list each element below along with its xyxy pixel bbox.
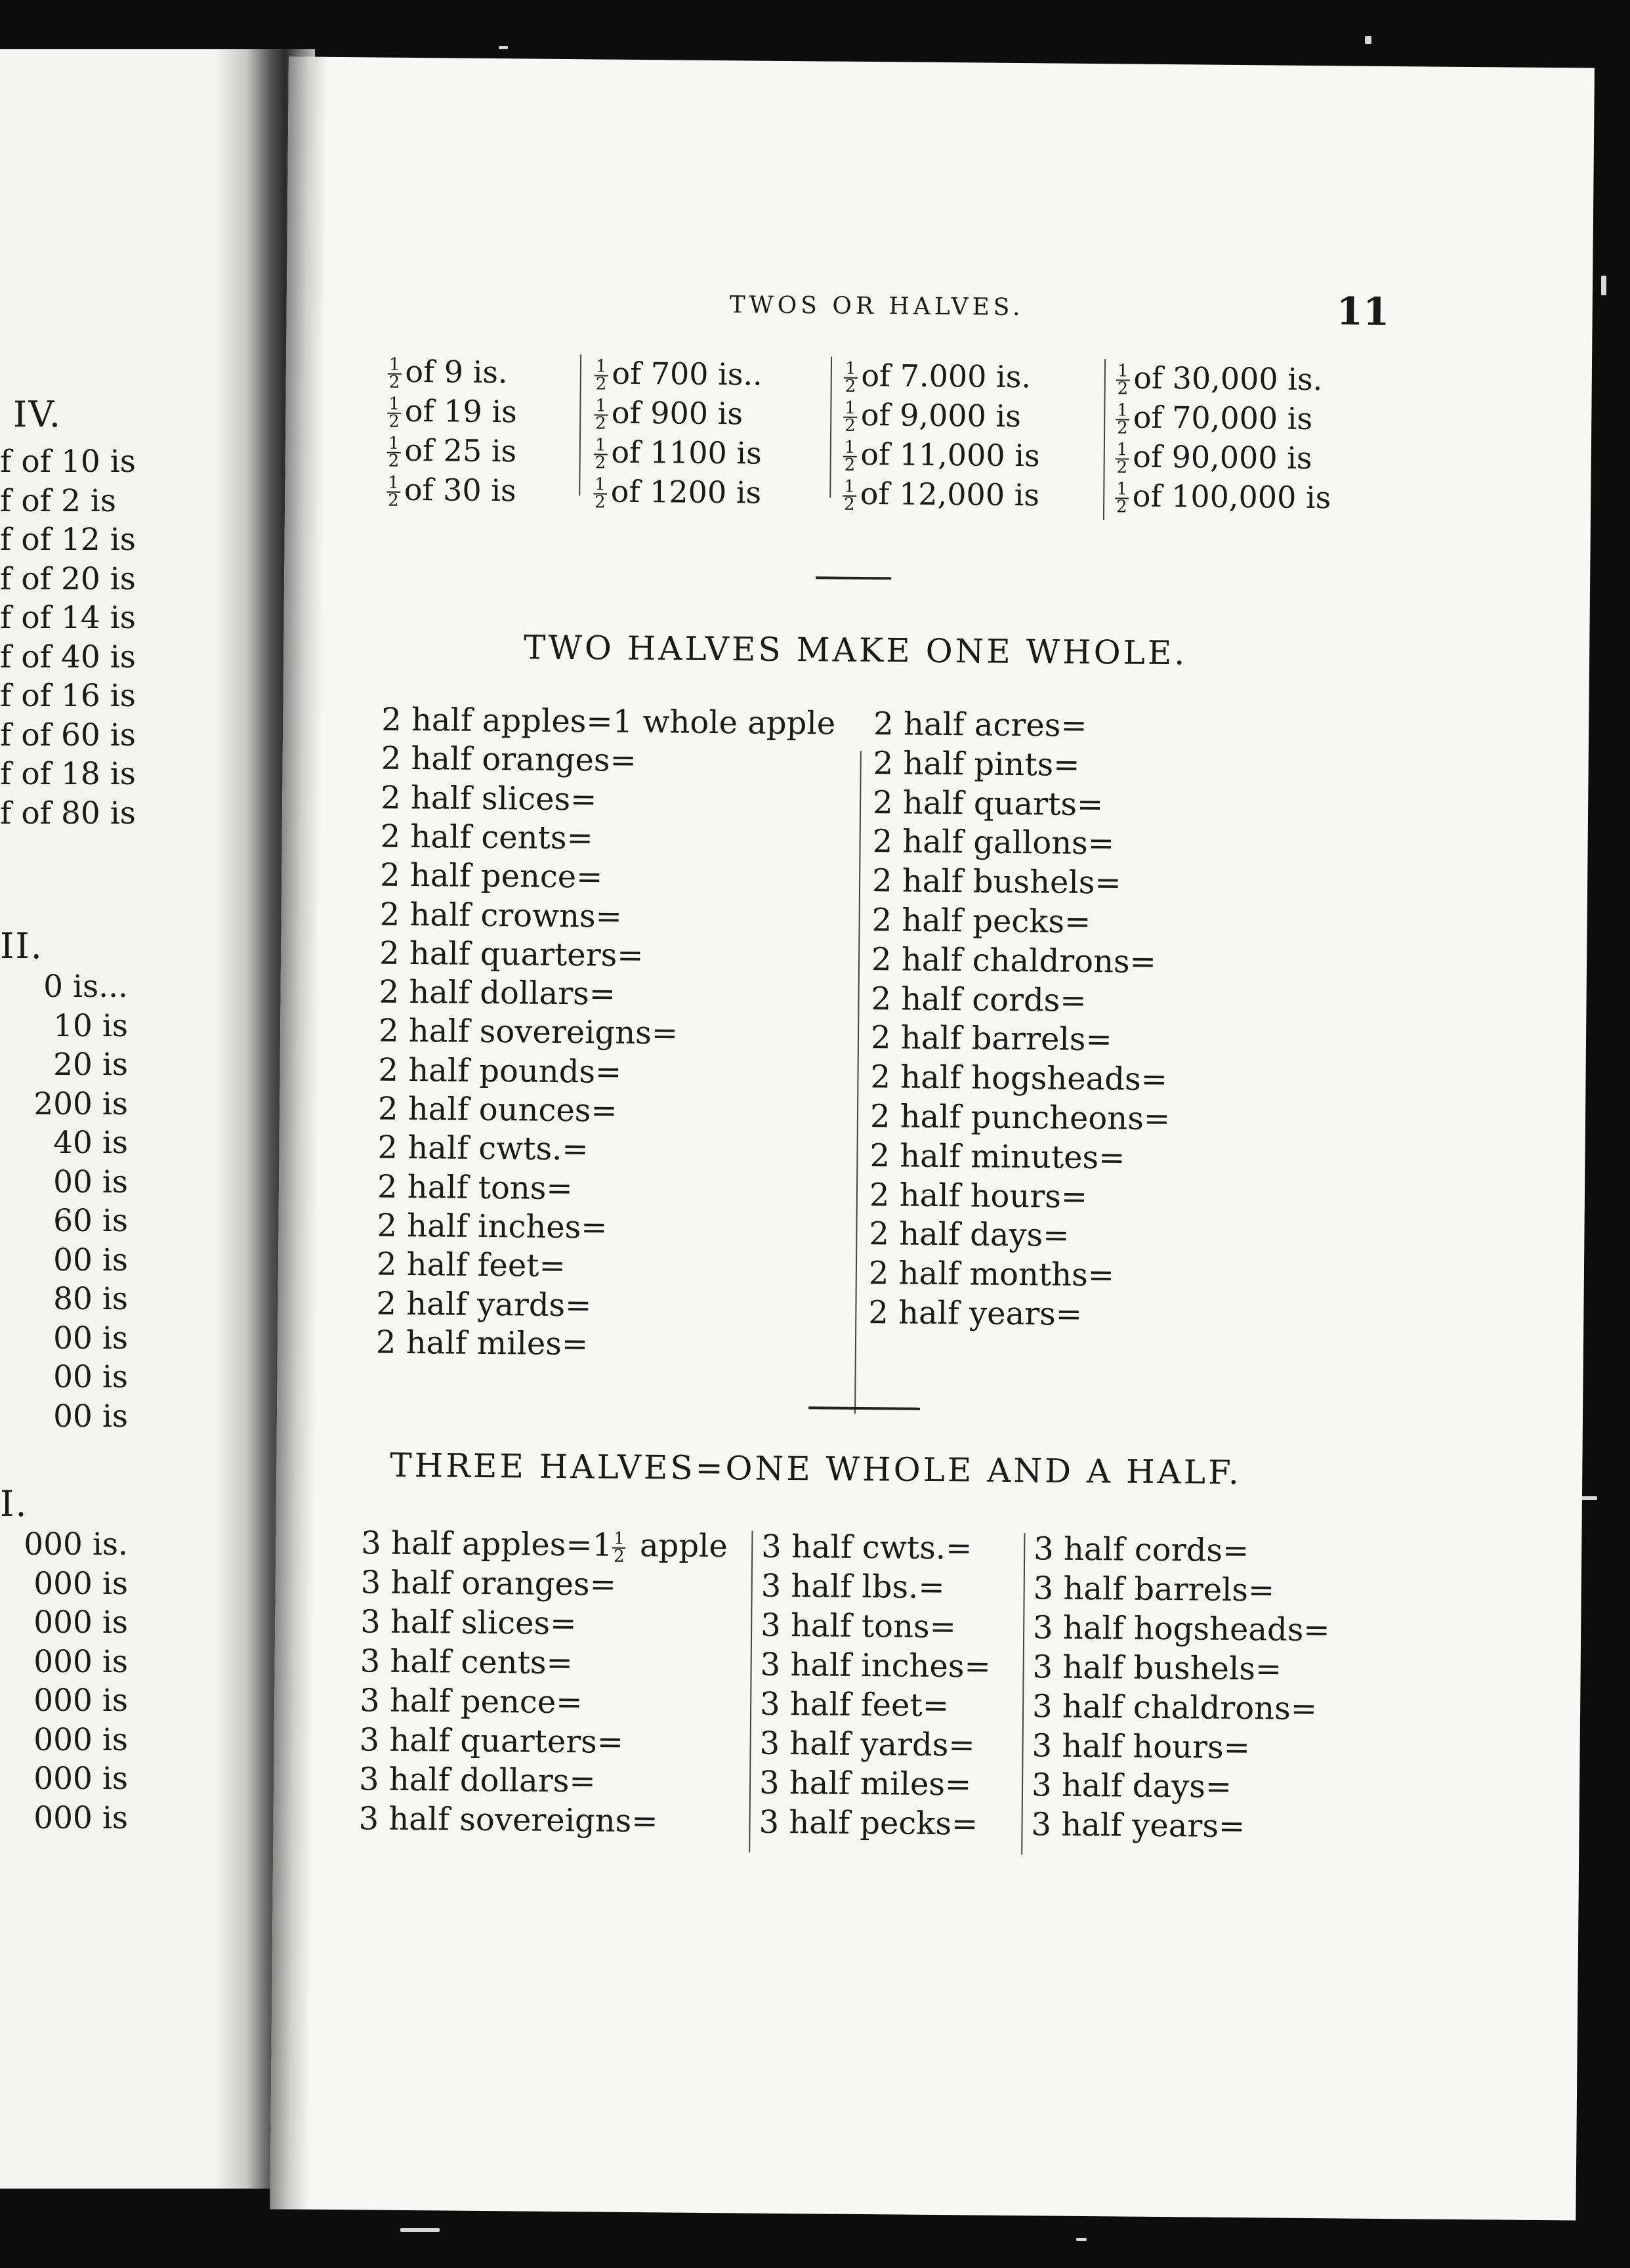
three-halves-entry: 3 half miles=	[759, 1764, 972, 1803]
three-halves-entry: 3 half inches=	[760, 1646, 991, 1685]
fraction-cell-text: of 900 is	[611, 394, 743, 432]
fraction-denominator: 2	[1117, 379, 1129, 399]
fraction-cell-text: of 12,000 is	[860, 475, 1040, 513]
left-page-line: f of 20 is	[0, 560, 136, 597]
two-halves-entry: 2 half days=	[869, 1215, 1070, 1255]
left-page-line: 00 is	[53, 1398, 128, 1435]
one-half-fraction	[388, 354, 402, 392]
three-halves-entry: 3 half lbs.=	[761, 1567, 945, 1606]
two-halves-entry: 2 half bushels=	[871, 862, 1121, 902]
three-halves-first-entry	[361, 1524, 728, 1566]
fraction-denominator: 2	[613, 1546, 625, 1566]
three-halves-entry: 3 half hours=	[1032, 1727, 1251, 1767]
fraction-cell	[1115, 480, 1331, 517]
fraction-cell-text: of 19 is	[404, 392, 517, 430]
left-page-line: 0 is...	[43, 969, 128, 1005]
fraction-cell	[843, 396, 1022, 436]
fraction-cell-text: of 70,000 is	[1133, 399, 1313, 436]
fraction-numerator: 1	[388, 433, 400, 454]
scan-speck	[400, 2228, 440, 2232]
left-page-line: 000 is	[33, 1799, 128, 1836]
three-halves-entry: 3 half years=	[1031, 1806, 1245, 1845]
fraction-cell-text: of 100,000 is	[1132, 478, 1331, 516]
two-halves-entry: 2 half barrels=	[870, 1019, 1112, 1059]
fraction-numerator: 1	[1116, 479, 1128, 499]
fraction-cell	[843, 475, 1040, 514]
column-divider	[854, 751, 862, 1414]
three-halves-entry: 3 half barrels=	[1033, 1570, 1275, 1609]
two-halves-entry: 2 half slices=	[380, 779, 597, 818]
fraction-cell	[593, 473, 762, 513]
two-halves-entry: 2 half feet=	[376, 1246, 566, 1285]
three-halves-entry: 3 half cents=	[360, 1643, 573, 1682]
fraction-denominator: 2	[843, 494, 855, 514]
section-rule	[808, 1406, 920, 1410]
fraction-numerator: 1	[595, 435, 606, 455]
two-halves-entry: 2 half pounds=	[378, 1051, 622, 1091]
left-page-line: 000 is	[33, 1643, 128, 1680]
fraction-numerator: 1	[844, 438, 856, 458]
one-half-fraction	[594, 398, 608, 432]
two-halves-entry: 2 half yards=	[376, 1285, 592, 1324]
fraction-numerator: 1	[1117, 361, 1129, 381]
first-entry-prefix: 3 half apples=1	[361, 1524, 613, 1564]
column-divider	[749, 1531, 753, 1853]
two-halves-entry: 2 half quarts=	[872, 784, 1104, 823]
fraction-denominator: 2	[595, 374, 607, 394]
three-halves-entry: 3 half days=	[1031, 1767, 1232, 1805]
two-halves-entry: 2 half miles=	[375, 1324, 589, 1363]
section-three-heading: THREE HALVES=ONE WHOLE AND A HALF.	[390, 1446, 1242, 1492]
left-page-line: 000 is	[33, 1605, 128, 1641]
two-halves-entry: 2 half puncheons=	[869, 1098, 1171, 1138]
one-half-fraction	[1116, 361, 1130, 399]
two-halves-entry: 2 half oranges=	[381, 740, 637, 780]
left-page-line: 20 is	[53, 1047, 128, 1083]
left-section-iv-heading: IV.	[13, 394, 62, 435]
three-halves-entry: 3 half bushels=	[1032, 1648, 1282, 1688]
two-halves-entry: 2 half quarters=	[379, 934, 644, 974]
three-halves-entry: 3 half hogsheads=	[1032, 1609, 1330, 1649]
section-rule	[816, 576, 891, 579]
left-page-line: f of 80 is	[0, 795, 136, 831]
left-page-line: f of 14 is	[0, 600, 136, 636]
right-page	[270, 56, 1595, 2220]
left-page-line: 00 is	[53, 1164, 128, 1200]
fraction-numerator: 1	[388, 394, 400, 415]
one-half-fraction	[594, 435, 608, 473]
scan-speck	[1365, 36, 1371, 44]
page-number: 11	[1336, 289, 1390, 334]
fraction-cell-text: of 30,000 is.	[1133, 360, 1323, 398]
fraction-denominator: 2	[845, 415, 856, 436]
two-halves-entry: 2 half months=	[868, 1255, 1115, 1294]
fraction-cell	[387, 432, 517, 471]
scan-speck	[1601, 276, 1606, 295]
one-half-fraction	[1116, 442, 1129, 476]
two-halves-entry: 2 half pints=	[873, 744, 1080, 784]
fraction-numerator: 1	[388, 354, 400, 375]
two-halves-entry: 2 half hogsheads=	[870, 1059, 1168, 1099]
left-page-line: f of 10 is	[0, 444, 136, 480]
left-page-line: 00 is	[53, 1242, 128, 1278]
two-halves-entry: 2 half cords=	[871, 980, 1087, 1019]
fraction-cell	[844, 357, 1032, 396]
left-page-line: f of 16 is	[0, 678, 136, 714]
three-halves-entry: 3 half tons=	[760, 1606, 957, 1646]
fraction-cell	[1116, 362, 1323, 398]
fraction-numerator: 1	[845, 359, 856, 379]
fraction-denominator: 2	[844, 455, 856, 475]
fraction-denominator: 2	[1116, 497, 1127, 517]
one-half-fraction	[1115, 479, 1129, 517]
fraction-denominator: 2	[1116, 457, 1128, 478]
three-halves-entry: 3 half cords=	[1033, 1530, 1249, 1570]
three-halves-entry: 3 half pecks=	[759, 1803, 978, 1843]
fraction-cell-text: of 25 is	[404, 432, 517, 469]
two-halves-entry: 2 half ounces=	[377, 1090, 617, 1129]
three-halves-entry: 3 half feet=	[759, 1685, 950, 1725]
fraction-denominator: 2	[388, 451, 400, 471]
two-halves-entry: 2 half gallons=	[872, 823, 1115, 862]
scan-speck	[1076, 2238, 1087, 2241]
left-page-line: 00 is	[53, 1320, 128, 1356]
three-halves-entry: 3 half sovereigns=	[358, 1800, 658, 1840]
two-halves-entry: 2 half chaldrons=	[871, 940, 1157, 980]
three-halves-entry: 3 half dollars=	[358, 1761, 596, 1800]
left-page-line: f of 2 is	[0, 482, 116, 519]
column-divider	[1103, 359, 1106, 520]
one-half-fraction	[843, 400, 857, 434]
two-halves-entry: 2 half sovereigns=	[378, 1012, 679, 1052]
fraction-numerator: 1	[595, 474, 606, 495]
left-page-line: 000 is	[33, 1761, 128, 1797]
two-halves-entry: 2 half cwts.=	[377, 1129, 589, 1168]
three-halves-entry: 3 half chaldrons=	[1032, 1688, 1318, 1728]
left-page-line: 000 is	[33, 1565, 128, 1602]
fraction-denominator: 2	[388, 372, 400, 392]
left-page-line: 60 is	[53, 1203, 128, 1239]
left-page-line: 000 is	[33, 1721, 128, 1758]
one-half-fraction	[843, 440, 857, 474]
fraction-denominator: 2	[595, 413, 606, 434]
left-section-i-heading: I.	[0, 1483, 28, 1524]
one-half-fraction	[844, 361, 858, 395]
fraction-numerator: 1	[595, 356, 607, 377]
two-halves-entry: 2 half years=	[868, 1294, 1083, 1333]
one-half-fraction	[593, 474, 607, 513]
one-half-fraction	[387, 396, 401, 430]
column-divider	[579, 354, 581, 495]
fraction-cell	[843, 436, 1040, 475]
fraction-denominator: 2	[388, 490, 399, 511]
scan-speck	[1581, 1496, 1597, 1500]
fraction-cell	[595, 355, 763, 394]
fraction-cell-text: of 9 is.	[405, 353, 508, 390]
one-half-fraction	[595, 356, 608, 394]
fraction-cell-text: of 11,000 is	[860, 436, 1040, 474]
fraction-cell-text: of 90,000 is	[1133, 438, 1312, 476]
one-half-fraction	[387, 472, 400, 511]
left-page-line: f of 18 is	[0, 756, 136, 792]
fraction-numerator: 1	[845, 398, 856, 419]
fraction-cell	[1116, 399, 1313, 438]
fraction-cell	[387, 471, 516, 511]
running-title: TWOS OR HALVES.	[729, 291, 1024, 322]
fraction-denominator: 2	[845, 376, 856, 396]
two-halves-entry: 2 half acres=	[873, 705, 1087, 744]
left-page-line: 200 is	[33, 1085, 128, 1122]
left-page-line: f of 60 is	[0, 717, 136, 753]
fraction-cell-text: of 7.000 is.	[861, 357, 1032, 395]
column-divider	[1021, 1533, 1025, 1855]
fraction-numerator: 1	[1116, 440, 1128, 460]
left-page-line: 80 is	[53, 1281, 128, 1317]
two-halves-entry: 2 half inches=	[377, 1207, 608, 1246]
two-halves-entry: 2 half minutes=	[869, 1137, 1125, 1177]
fraction-numerator: 1	[844, 477, 856, 497]
left-page-line: f of 12 is	[0, 522, 136, 558]
fraction-cell	[594, 436, 762, 472]
fraction-denominator: 2	[1117, 418, 1128, 438]
left-page-line: 000 is	[33, 1683, 128, 1719]
one-half-fraction	[387, 433, 401, 471]
fraction-cell-text: of 9,000 is	[860, 396, 1022, 434]
fraction-cell	[387, 392, 517, 432]
column-divider	[829, 357, 832, 498]
scan-speck	[499, 46, 508, 49]
first-entry-suffix: apple	[629, 1526, 728, 1565]
fraction-numerator: 1	[595, 396, 607, 416]
two-halves-entry: 2 half hours=	[869, 1176, 1088, 1215]
left-section-ii-heading: II.	[0, 925, 43, 967]
fraction-denominator: 2	[595, 453, 606, 473]
left-page-line: 000 is.	[24, 1526, 128, 1563]
fraction-numerator: 1	[1117, 400, 1129, 421]
left-page-line: f of 40 is	[0, 639, 136, 675]
two-halves-entry: 2 half cents=	[380, 818, 593, 857]
three-halves-entry: 3 half yards=	[759, 1725, 975, 1764]
fraction-numerator: 1	[614, 1528, 625, 1549]
two-halves-entry: 2 half tons=	[377, 1168, 573, 1207]
fraction-cell-text: of 1100 is	[611, 434, 762, 471]
three-halves-entry: 3 half oranges=	[360, 1564, 617, 1603]
one-half-fraction	[612, 1528, 626, 1566]
two-halves-entry: 2 half pence=	[379, 856, 603, 896]
two-halves-entry: 2 half pecks=	[871, 902, 1091, 941]
fraction-denominator: 2	[388, 411, 400, 432]
fraction-cell	[594, 394, 743, 434]
three-halves-entry: 3 half pence=	[359, 1682, 583, 1721]
section-two-heading: TWO HALVES MAKE ONE WHOLE.	[523, 628, 1188, 673]
fraction-numerator: 1	[388, 472, 400, 494]
two-halves-entry: 2 half dollars=	[379, 973, 616, 1013]
fraction-cell	[388, 353, 508, 392]
fraction-cell-text: of 700 is..	[612, 355, 763, 392]
three-halves-entry: 3 half slices=	[360, 1603, 577, 1643]
two-halves-entry: 2 half crowns=	[379, 896, 623, 935]
fraction-cell-text: of 30 is	[404, 471, 516, 509]
one-half-fraction	[1116, 400, 1129, 438]
three-halves-entry: 3 half quarters=	[359, 1721, 624, 1761]
left-page-line: 00 is	[53, 1359, 128, 1395]
left-page-line: 40 is	[53, 1125, 128, 1161]
left-page-line: 10 is	[53, 1007, 128, 1044]
fraction-cell	[1116, 438, 1312, 478]
one-half-fraction	[843, 479, 856, 513]
three-halves-entry: 3 half cwts.=	[761, 1528, 972, 1567]
two-halves-entry: 2 half apples=1 whole apple	[381, 701, 836, 742]
fraction-cell-text: of 1200 is	[610, 473, 762, 511]
fraction-denominator: 2	[594, 492, 606, 513]
